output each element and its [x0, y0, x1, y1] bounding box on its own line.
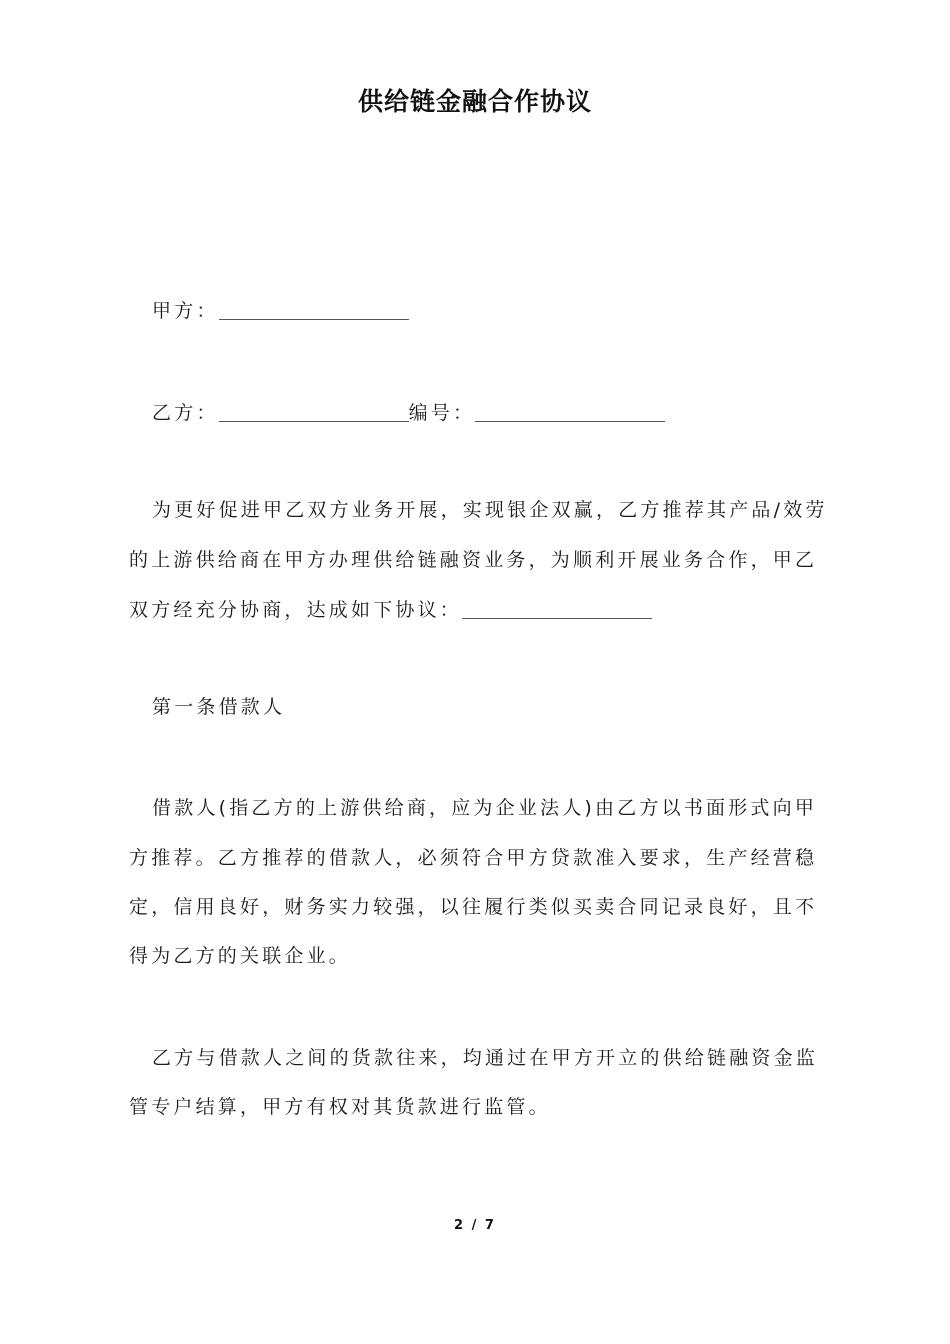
paragraph-1-line-2: 方推荐。乙方推荐的借款人，必须符合甲方贷款准入要求，生产经营稳: [129, 847, 818, 869]
party-b-blank: [219, 403, 409, 422]
intro-line-3-text: 双方经充分协商，达成如下协议：: [129, 599, 463, 621]
number-blank: [475, 403, 665, 422]
party-a-blank: [219, 301, 409, 320]
party-b-line: [152, 398, 665, 425]
paragraph-1-line-1: 借款人(指乙方的上游供给商，应为企业法人)由乙方以书面形式向甲: [152, 797, 818, 819]
number-label: 编号：: [408, 402, 476, 424]
paragraph-2-line-1: 乙方与借款人之间的货款往来，均通过在甲方开立的供给链融资金监: [152, 1047, 819, 1069]
intro-line-3: [129, 595, 652, 622]
party-b-label: 乙方：: [152, 402, 219, 424]
paragraph-2-line-2: 管专户结算，甲方有权对其货款进行监管。: [129, 1096, 551, 1118]
page-indicator: 2 / 7: [454, 1218, 496, 1233]
document-title: 供给链金融合作协议: [357, 87, 592, 116]
paragraph-1-line-4: 得为乙方的关联企业。: [129, 945, 352, 967]
intro-line-2: 的上游供给商在甲方办理供给链融资业务，为顺利开展业务合作，甲乙: [129, 549, 818, 571]
article-1-heading: 第一条借款人: [152, 696, 286, 718]
party-a-label: 甲方：: [152, 300, 219, 322]
intro-line-1: 为更好促进甲乙双方业务开展，实现银企双赢，乙方推荐其产品/效劳: [152, 499, 828, 521]
paragraph-1-line-3: 定，信用良好，财务实力较强，以往履行类似买卖合同记录良好，且不: [129, 896, 818, 918]
party-a-line: [152, 296, 409, 323]
agreement-blank: [462, 600, 652, 619]
